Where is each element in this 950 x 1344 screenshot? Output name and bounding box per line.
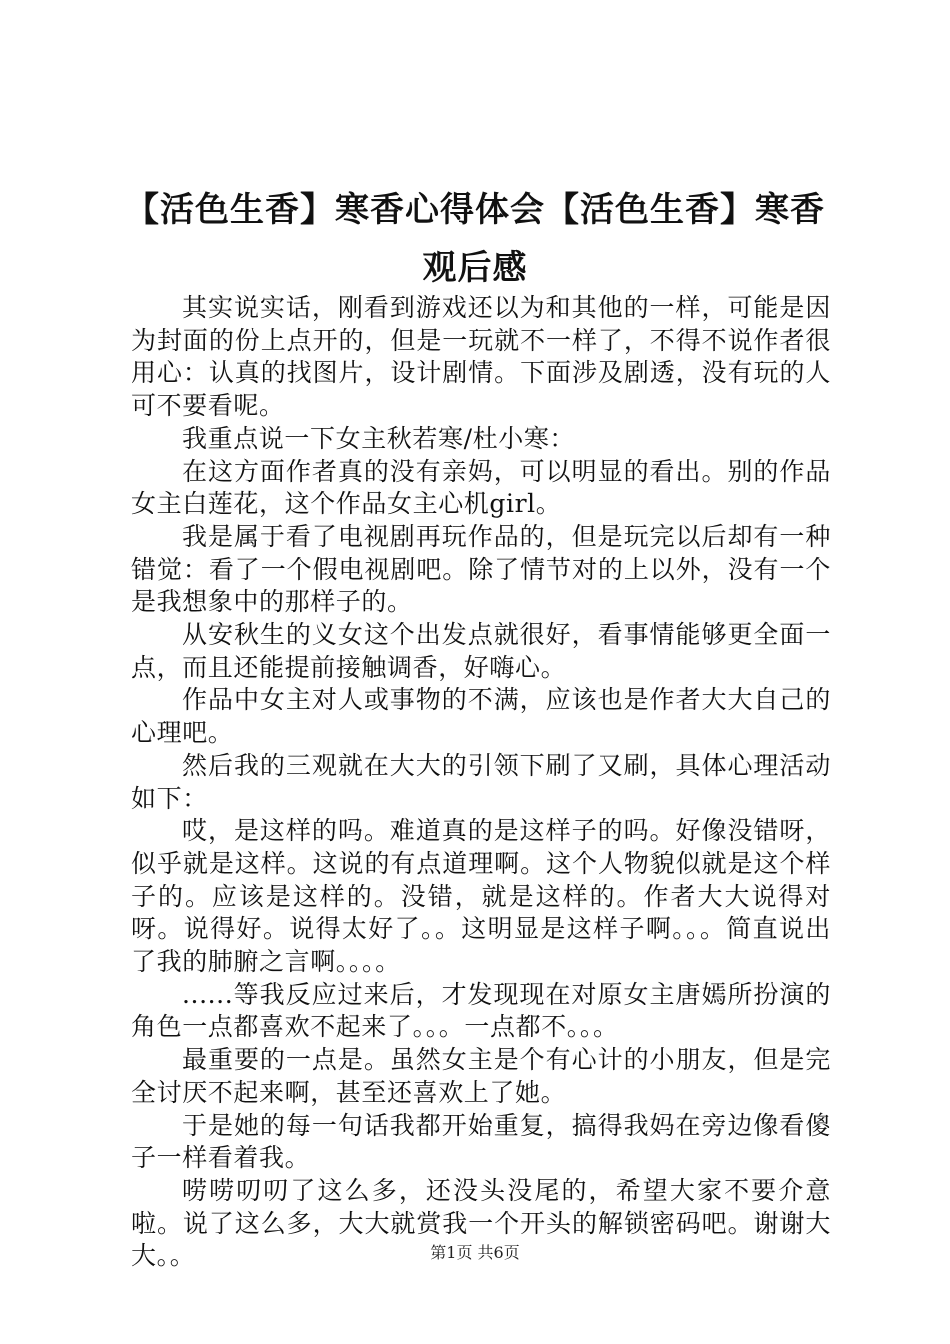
paragraph: 最重要的一点是。虽然女主是个有心计的小朋友，但是完全讨厌不起来啊，甚至还喜欢上了她。: [131, 1045, 831, 1107]
paragraph: 我是属于看了电视剧再玩作品的，但是玩完以后却有一种错觉：看了一个假电视剧吧。除了情节对的上以外，没有一个是我想象中的那样子的。: [131, 521, 831, 617]
paragraph: 哎，是这样的吗。难道真的是这样子的吗。好像没错呀，似乎就是这样。这说的有点道理啊。这个人物貌似就是这个样子的。应该是这样的。没错，就是这样的。作者大大说得对呀。说得好。说得太好了。。这明显是这样子啊。。。简直说出了我的肺腑之言啊。。。。: [131, 816, 831, 977]
document-title-line-1: 【活色生香】寒香心得体会【活色生香】寒香: [125, 190, 825, 230]
paragraph: 我重点说一下女主秋若寒/杜小寒：: [182, 423, 576, 453]
paragraph: 然后我的三观就在大大的引领下刷了又刷，具体心理活动如下：: [131, 750, 831, 813]
paragraph: 其实说实话，刚看到游戏还以为和其他的一样，可能是因为封面的份上点开的，但是一玩就不一样了，不得不说作者很用心：认真的找图片，设计剧情。下面涉及剧透，没有玩的人可不要看呢。: [131, 293, 831, 421]
paragraph: 作品中女主对人或事物的不满，应该也是作者大大自己的心理吧。: [131, 685, 831, 748]
paragraph: 在这方面作者真的没有亲妈，可以明显的看出。别的作品女主白莲花，这个作品女主心机girl。: [131, 456, 831, 519]
page-number-footer: 第1页 共6页: [430, 1243, 520, 1262]
paragraph: ......等我反应过来后，才发现现在对原女主唐嫣所扮演的角色一点都喜欢不起来了。。。一点都不。。。: [131, 979, 831, 1042]
paragraph: 从安秋生的义女这个出发点就很好，看事情能够更全面一点，而且还能提前接触调香，好嗨心。: [131, 620, 831, 682]
document-body: [131, 292, 831, 1273]
paragraph: 唠唠叨叨了这么多，还没头没尾的，希望大家不要介意啦。说了这么多，大大就赏我一个开头的解锁密码吧。谢谢大大。。: [131, 1175, 831, 1271]
paragraph: 于是她的每一句话我都开始重复，搞得我妈在旁边像看傻子一样看着我。: [131, 1110, 831, 1173]
document-title-line-2: 观后感: [422, 248, 528, 288]
